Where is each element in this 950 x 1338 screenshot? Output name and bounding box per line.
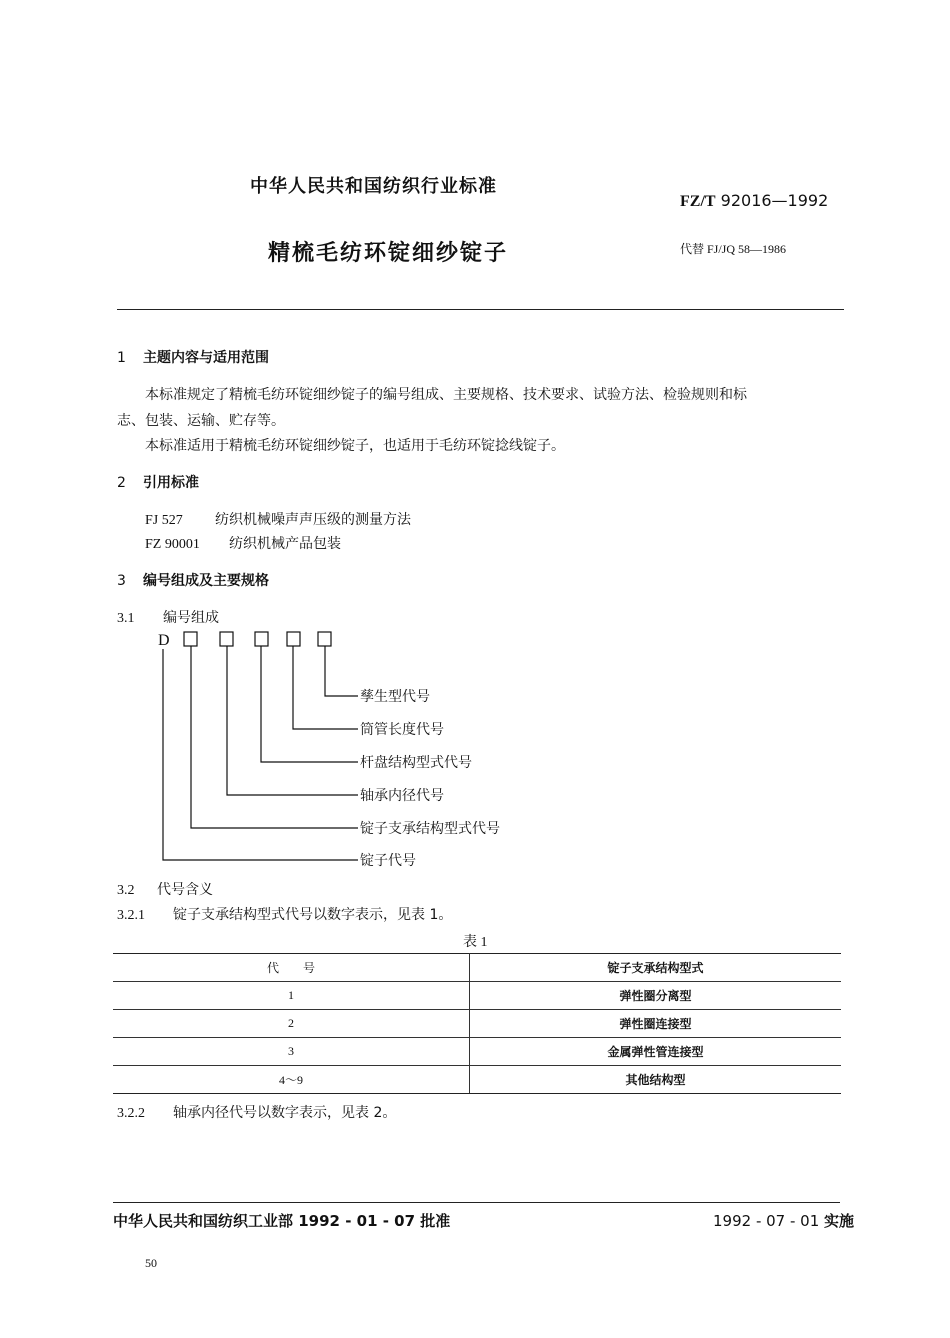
cell-type: 弹性圈连接型 <box>470 1010 842 1038</box>
cell-code: 4～9 <box>113 1066 470 1094</box>
reference-code: FJ 527 <box>145 513 183 528</box>
standard-code: 92016—1992 <box>720 191 829 210</box>
section-2-heading: 2 引用标准 <box>117 475 199 491</box>
reference-title: 纺织机械产品包装 <box>229 536 341 552</box>
section-3-heading: 3 编号组成及主要规格 <box>117 573 269 589</box>
diagram-label: 锭子支承结构型式代号 <box>360 821 500 837</box>
table-row <box>113 1066 841 1094</box>
diagram-prefix: D <box>158 632 170 649</box>
column-header-code: 代 号 <box>113 954 470 982</box>
code-box-4 <box>287 632 300 646</box>
section-1-para2: 本标准适用于精梳毛纺环锭细纱锭子，也适用于毛纺环锭捻线锭子。 <box>145 438 565 454</box>
connector-line <box>261 646 358 762</box>
page-number: 50 <box>145 1256 157 1270</box>
section-3-2-2: 3.2.2 轴承内径代号以数字表示，见表 2。 <box>117 1105 397 1121</box>
column-header-type: 锭子支承结构型式 <box>470 954 842 982</box>
diagram-label: 孳生型代号 <box>360 689 430 705</box>
footer-divider <box>113 1202 840 1203</box>
section-1-para1-line2: 志、包装、运输、贮存等。 <box>117 413 285 429</box>
section-2-title: 引用标准 <box>143 475 199 491</box>
approval-note: 中华人民共和国纺织工业部 1992 - 01 - 07 批准 <box>113 1212 451 1230</box>
cell-code: 2 <box>113 1010 470 1038</box>
document-title: 精梳毛纺环锭细纱锭子 <box>268 241 509 266</box>
section-1-heading: 1 主题内容与适用范围 <box>117 350 269 366</box>
cell-code: 1 <box>113 982 470 1010</box>
section-1-para1-line1: 本标准规定了精梳毛纺环锭细纱锭子的编号组成、主要规格、技术要求、试验方法、检验规则和标 <box>145 387 747 403</box>
reference-item <box>145 533 341 553</box>
effective-label: 实施 <box>824 1212 855 1230</box>
section-3-title: 编号组成及主要规格 <box>143 573 269 589</box>
reference-title: 纺织机械噪声声压级的测量方法 <box>215 512 411 528</box>
diagram-label: 轴承内径代号 <box>360 788 444 804</box>
section-3-2-1: 3.2.1 锭子支承结构型式代号以数字表示，见表 1。 <box>117 907 453 923</box>
diagram-label: 杆盘结构型式代号 <box>360 755 472 771</box>
effective-date: 1992 - 07 - 01 <box>713 1212 820 1230</box>
table-row <box>113 982 841 1010</box>
cell-type: 其他结构型 <box>470 1066 842 1094</box>
cell-type: 弹性圈分离型 <box>470 982 842 1010</box>
connector-line <box>325 646 358 696</box>
diagram-label: 锭子代号 <box>360 853 416 869</box>
section-3-1-heading: 3.1 编号组成 <box>117 610 219 626</box>
table-caption: 表 1 <box>463 935 488 950</box>
standard-number <box>680 191 828 211</box>
issuing-body-title: 中华人民共和国纺织行业标准 <box>250 176 497 197</box>
reference-item <box>145 509 411 529</box>
numbering-diagram <box>150 625 550 880</box>
header-divider <box>117 309 844 310</box>
connector-line <box>191 646 358 828</box>
cell-type: 金属弹性管连接型 <box>470 1038 842 1066</box>
table-header-row <box>113 954 841 982</box>
reference-code: FZ 90001 <box>145 537 200 552</box>
standard-prefix: FZ/T <box>680 193 716 210</box>
replaces-note: 代替 FJ/JQ 58—1986 <box>680 242 787 256</box>
section-1-title: 主题内容与适用范围 <box>143 350 269 366</box>
code-box-1 <box>184 632 197 646</box>
code-box-3 <box>255 632 268 646</box>
support-structure-table <box>113 953 841 1094</box>
table-row <box>113 1010 841 1038</box>
effective-note <box>713 1210 854 1231</box>
cell-code: 3 <box>113 1038 470 1066</box>
code-box-5 <box>318 632 331 646</box>
diagram-label: 筒管长度代号 <box>360 722 444 738</box>
code-box-2 <box>220 632 233 646</box>
table-row <box>113 1038 841 1066</box>
section-3-2-heading: 3.2 代号含义 <box>117 882 213 898</box>
